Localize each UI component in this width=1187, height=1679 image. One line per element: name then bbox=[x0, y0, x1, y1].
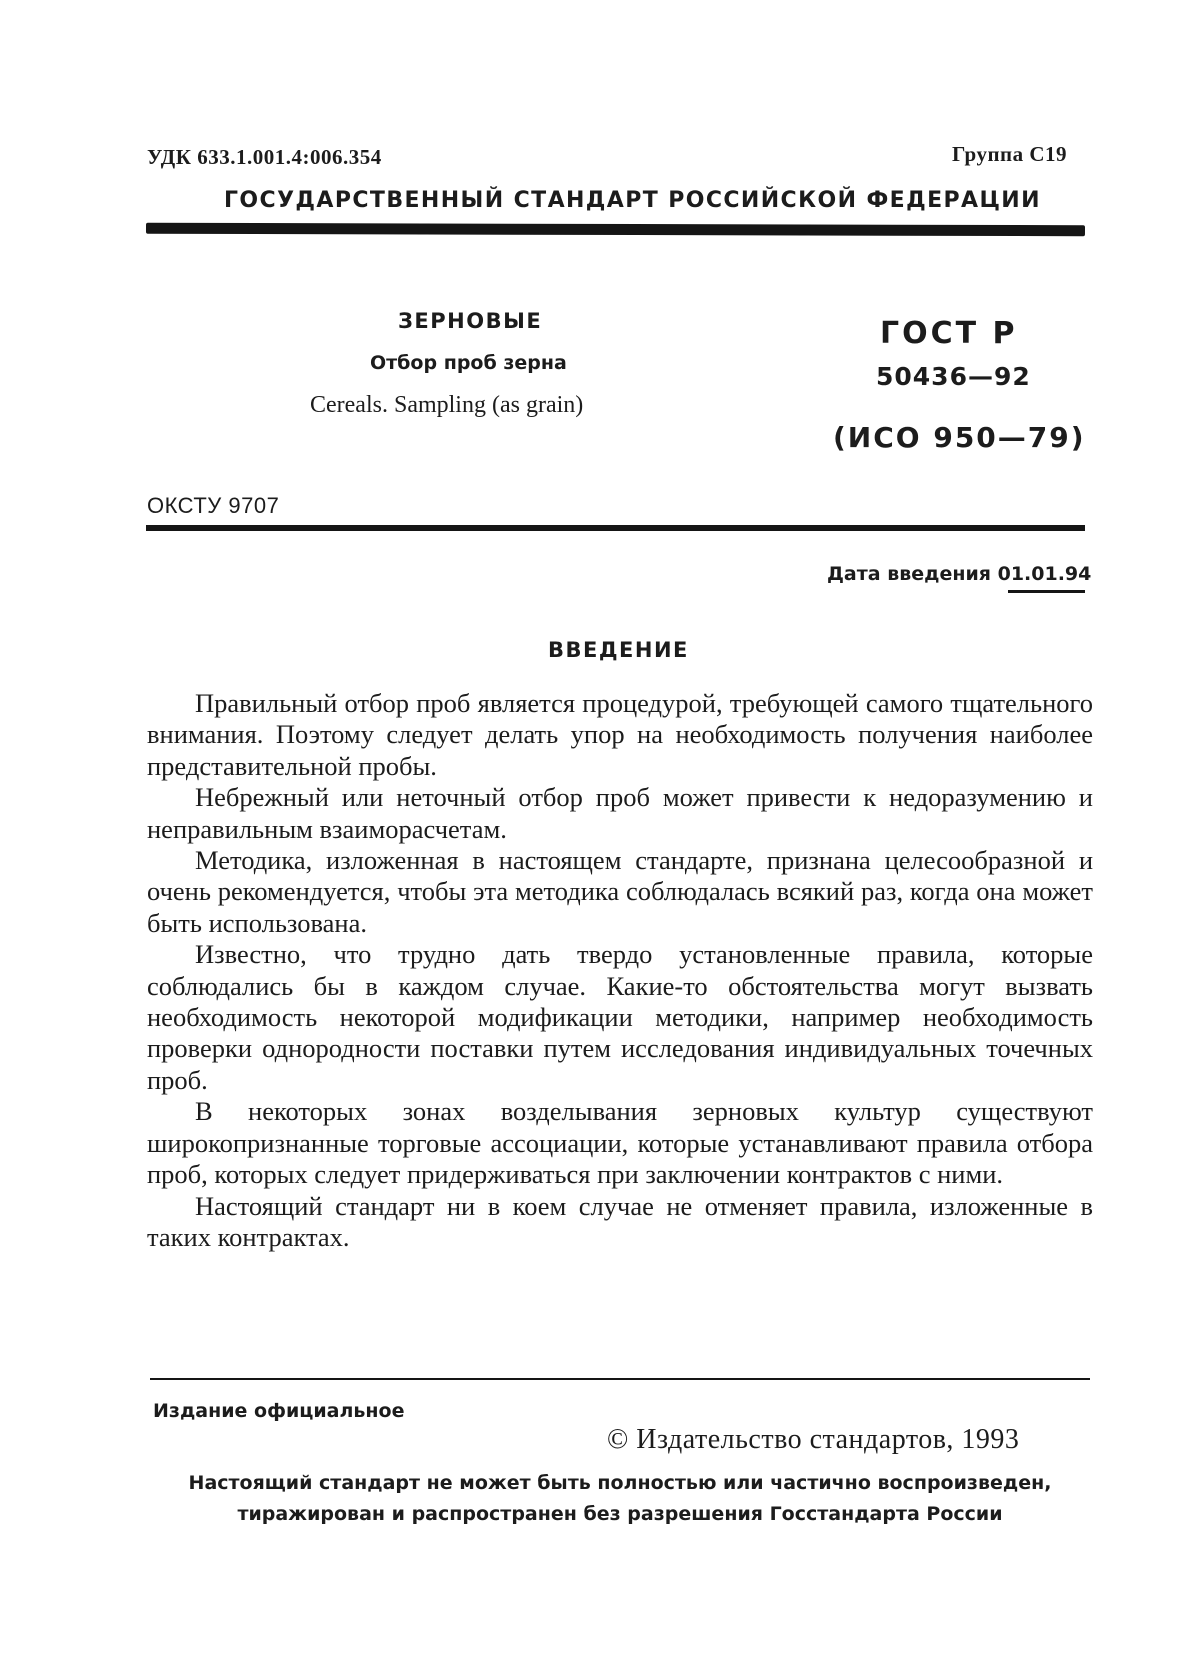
section-rule bbox=[146, 525, 1085, 531]
introduction-heading: ВВЕДЕНИЕ bbox=[548, 638, 689, 662]
header-rule bbox=[146, 223, 1085, 236]
paragraph: Методика, изложенная в настоящем стандарте, признана целесообразной и очень рекомендуется, чтобы эта методика соблюдалась всякий раз, когда она может быть использована. bbox=[147, 845, 1093, 938]
paragraph: В некоторых зонах возделывания зерновых культур существуют широкопризнанные торговые ассоциации, которые устанавливают правила отбора проб, которых следует придерживаться при заключении контрактов с ними. bbox=[147, 1096, 1093, 1190]
notice-line: Настоящий стандарт не может быть полностью или частично воспроизведен, bbox=[188, 1472, 1052, 1494]
document-title: ЗЕРНОВЫЕ bbox=[398, 309, 543, 333]
document-subtitle: Отбор проб зерна bbox=[370, 352, 567, 374]
date-underline bbox=[1008, 590, 1085, 593]
official-edition-label: Издание официальное bbox=[153, 1400, 405, 1422]
group-code: Группа С19 bbox=[952, 142, 1068, 166]
okstu-code: ОКСТУ 9707 bbox=[147, 493, 280, 518]
udk-code: УДК 633.1.001.4:006.354 bbox=[147, 145, 382, 169]
introduction-body bbox=[147, 688, 1093, 1253]
english-title: Cereals. Sampling (as grain) bbox=[310, 392, 584, 418]
footer-rule bbox=[150, 1378, 1090, 1380]
paragraph: Правильный отбор проб является процедурой, требующей самого тщательного внимания. Поэтому следует делать упор на необходимость получения наиболее представительной пробы. bbox=[147, 688, 1093, 781]
paragraph: Известно, что трудно дать твердо установленные правила, которые соблюдались бы в каждом случае. Какие-то обстоятельства могут вызвать необходимость некоторой модификации методики, например необходимость проверки однородности поставки путем исследования индивидуальных точечных проб. bbox=[147, 939, 1093, 1095]
copyright-line: © Издательство стандартов, 1993 bbox=[607, 1424, 1020, 1455]
gost-label: ГОСТ Р bbox=[880, 316, 1018, 351]
notice-line: тиражирован и распространен без разрешения Госстандарта России bbox=[237, 1503, 1003, 1525]
paragraph: Настоящий стандарт ни в коем случае не отменяет правила, изложенные в таких контрактах. bbox=[147, 1190, 1093, 1252]
state-standard-heading: ГОСУДАРСТВЕННЫЙ СТАНДАРТ РОССИЙСКОЙ ФЕДЕРАЦИИ bbox=[224, 188, 1041, 213]
paragraph: Небрежный или неточный отбор проб может привести к недоразумению и неправильным взаиморасчетам. bbox=[147, 782, 1093, 844]
reproduction-notice bbox=[150, 1468, 1090, 1530]
introduction-date: Дата введения 01.01.94 bbox=[827, 563, 1092, 585]
gost-number: 50436—92 bbox=[876, 362, 1031, 391]
iso-reference: (ИСО 950—79) bbox=[833, 421, 1086, 454]
